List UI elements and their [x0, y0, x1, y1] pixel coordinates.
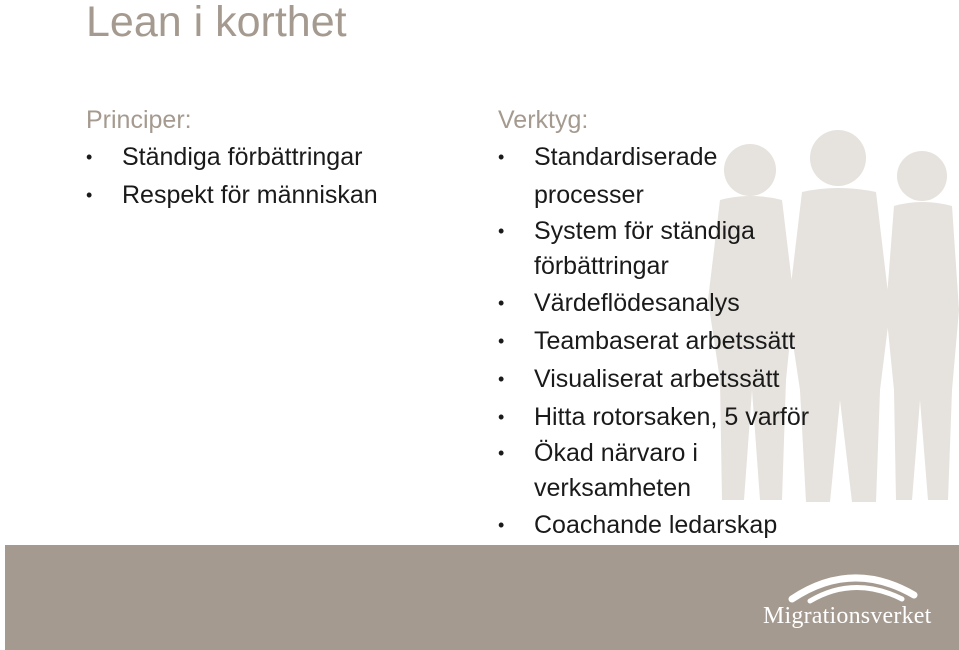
tools-heading: Verktyg:: [498, 106, 589, 134]
list-item: • Hitta rotorsaken, 5 varför: [498, 398, 828, 436]
bullet-icon: •: [86, 147, 93, 167]
bullet-icon: •: [86, 185, 93, 205]
logo-wordmark: Migrationsverket: [763, 603, 932, 629]
list-item: • Coachande ledarskap: [498, 506, 828, 544]
list-item: • Visualiserat arbetssätt: [498, 360, 828, 398]
list-item: • System för ständiga förbättringar: [498, 214, 828, 284]
list-item: • Ständiga förbättringar: [86, 138, 426, 176]
bullet-icon: •: [498, 515, 505, 535]
list-item: • Ökad närvaro i verksamheten: [498, 436, 774, 506]
tools-list: [498, 138, 828, 544]
list-item: • Respekt för människan: [86, 176, 426, 214]
principles-heading: Principer:: [86, 106, 192, 134]
list-item: • Teambaserat arbetssätt: [498, 322, 828, 360]
list-item: • Värdeflödesanalys: [498, 284, 828, 322]
slide-title: Lean i korthet: [86, 0, 347, 46]
bullet-icon: •: [498, 443, 505, 463]
bullet-icon: •: [498, 221, 505, 241]
bullet-icon: •: [498, 293, 505, 313]
bullet-icon: •: [498, 147, 505, 167]
principles-list: [86, 138, 426, 214]
bullet-icon: •: [498, 407, 505, 427]
bullet-icon: •: [498, 369, 505, 389]
list-item: • Standardiserade processer: [498, 138, 828, 214]
bullet-icon: •: [498, 331, 505, 351]
